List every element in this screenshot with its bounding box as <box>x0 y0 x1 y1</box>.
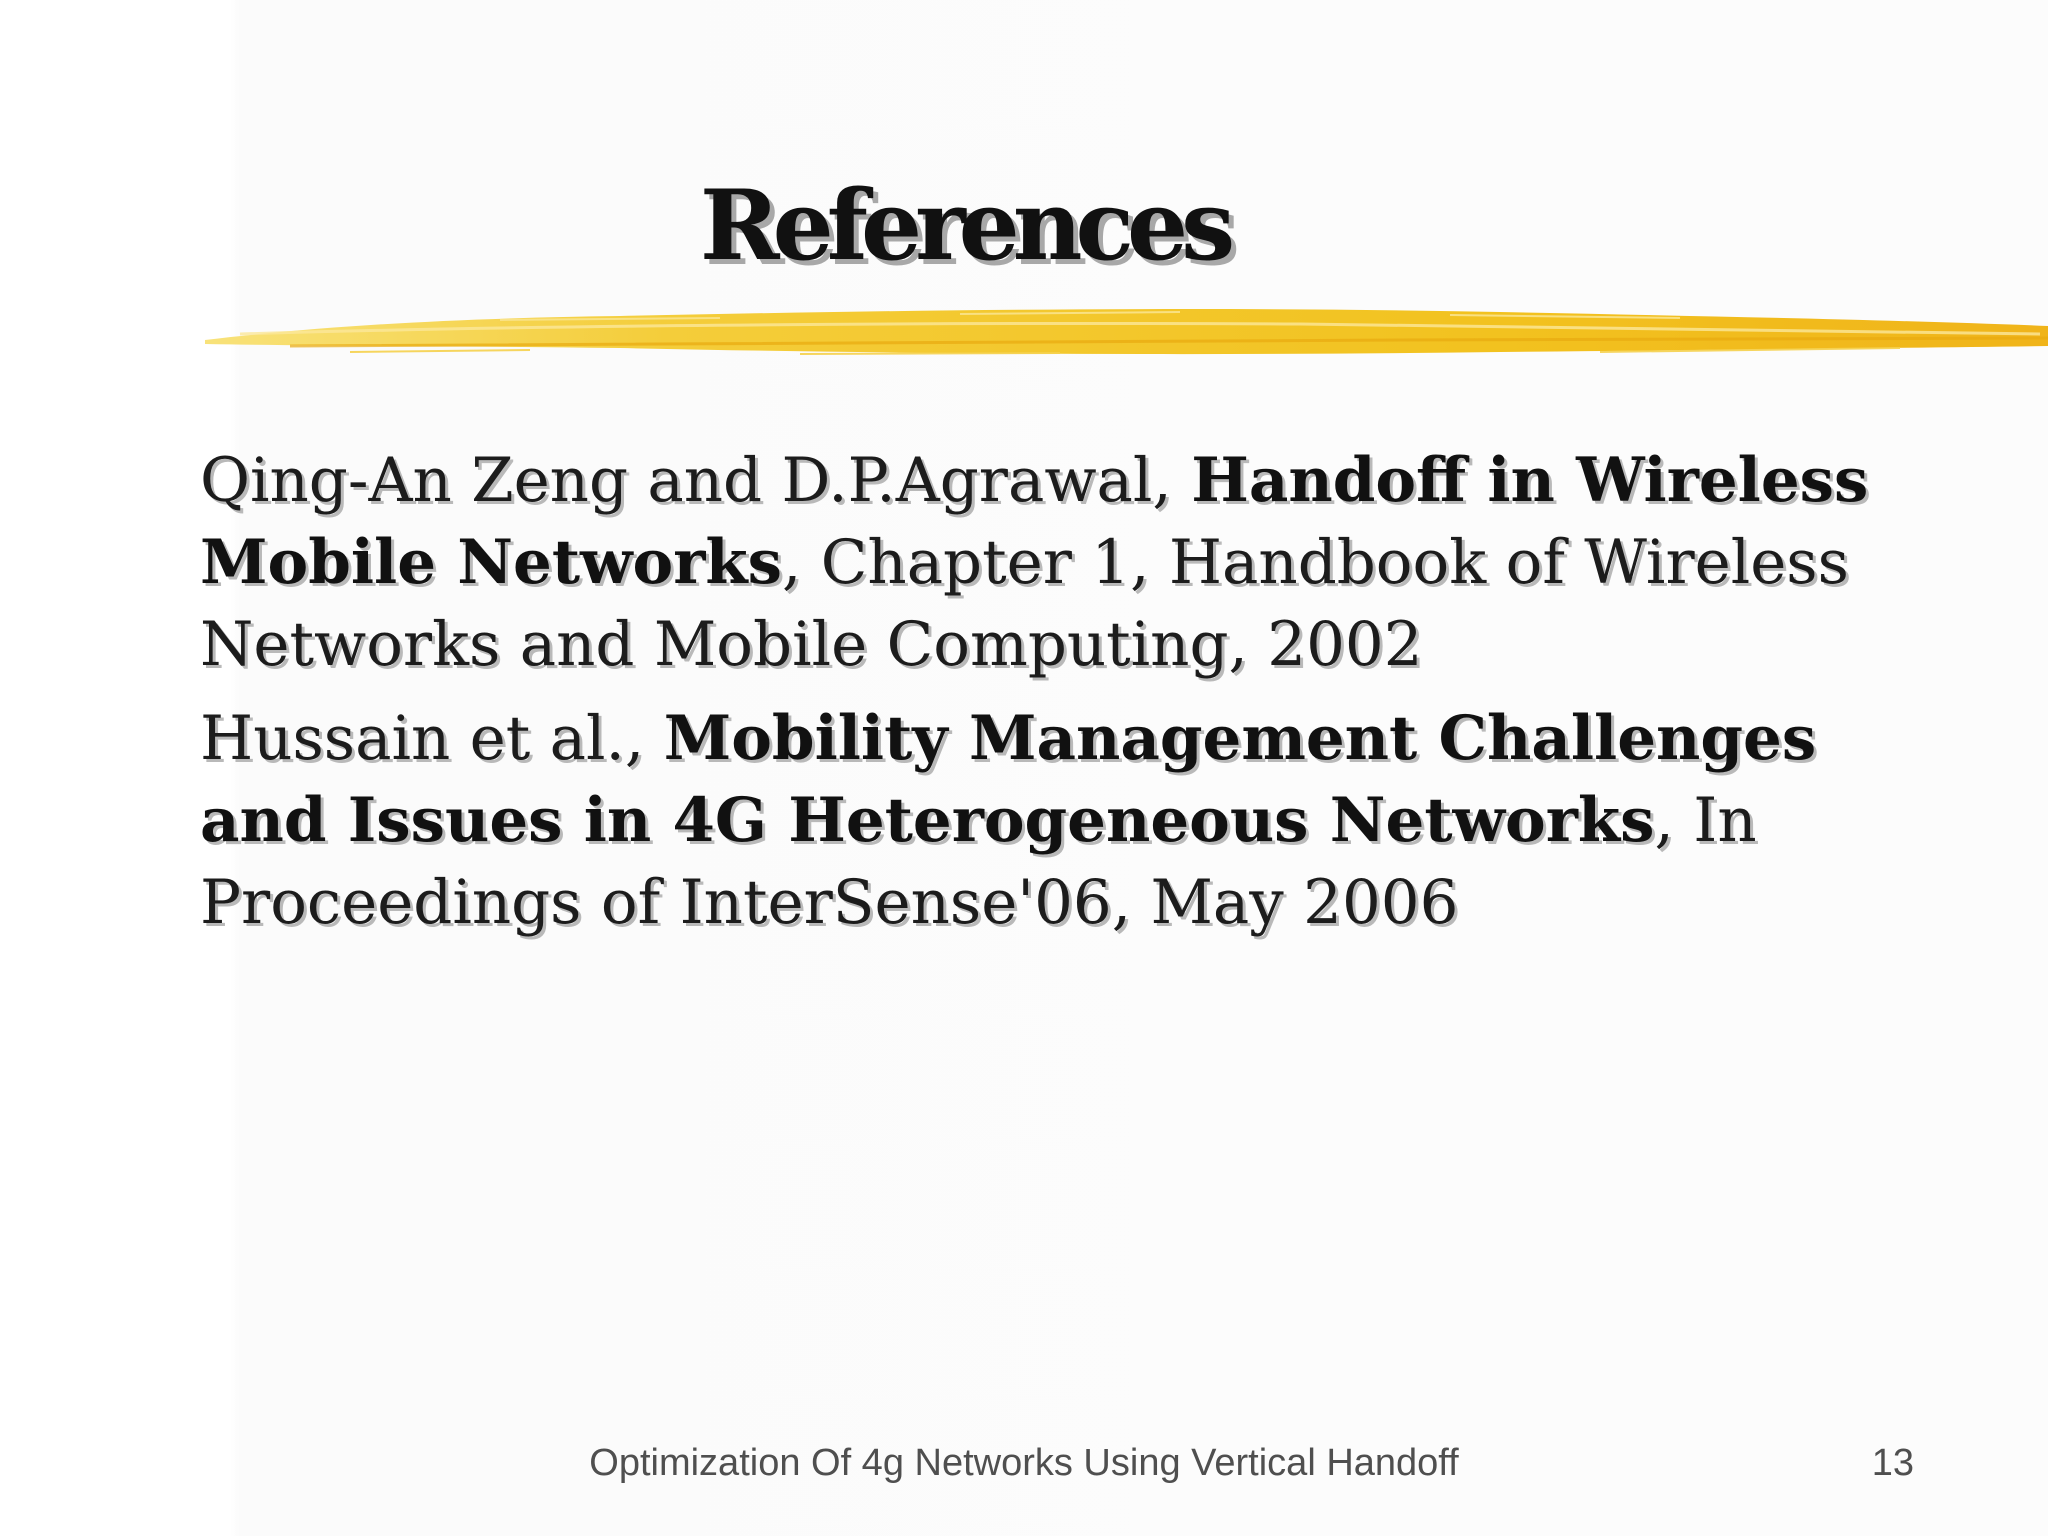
title-underline-brush-stroke <box>200 296 2048 368</box>
references-list <box>200 440 1900 956</box>
reference-item <box>200 698 1900 944</box>
reference-item <box>200 440 1900 686</box>
reference-title: Handoff in Wireless Mobile Networks <box>200 445 1869 598</box>
reference-details: , In Proceedings of InterSense'06, May 2006 <box>200 785 1757 938</box>
footer-presentation-title: Optimization Of 4g Networks Using Vertical Handoff <box>589 1442 1459 1484</box>
reference-authors: Hussain et al., <box>200 703 664 774</box>
reference-authors: Qing-An Zeng and D.P.Agrawal, <box>200 445 1192 516</box>
slide-page-number: 13 <box>1871 1442 1914 1484</box>
slide-title: References <box>699 169 1229 282</box>
reference-title: Mobility Management Challenges and Issues in 4G Heterogeneous Networks <box>200 703 1817 856</box>
reference-details: , Chapter 1, Handbook of Wireless Networks and Mobile Computing, 2002 <box>200 527 1849 680</box>
